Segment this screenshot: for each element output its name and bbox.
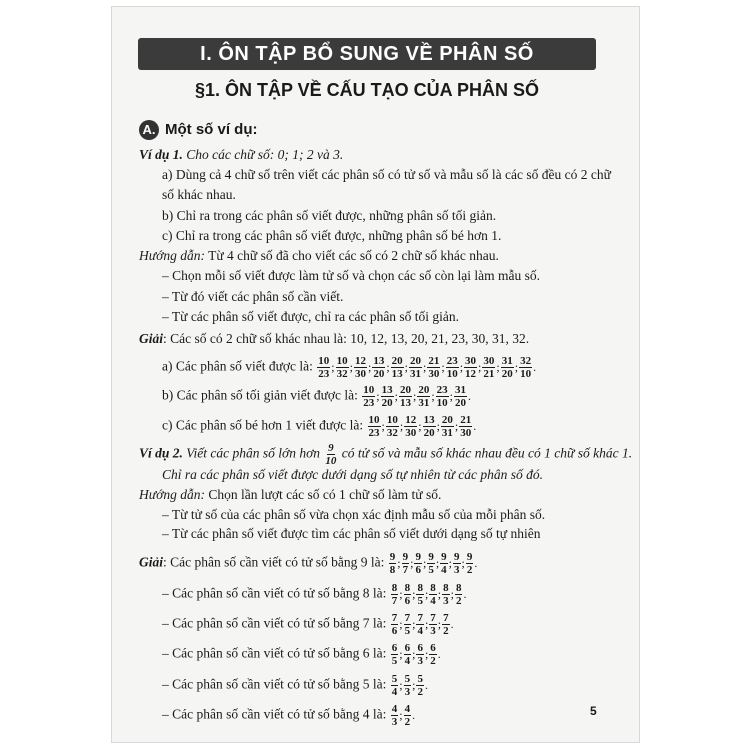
- fraction-numerator: 5: [417, 673, 423, 685]
- fraction: [391, 612, 399, 637]
- fraction-denominator: 23: [368, 427, 380, 439]
- fraction-separator: ;: [386, 360, 390, 374]
- ex2-row: [162, 582, 466, 607]
- fraction-separator: ;: [437, 587, 442, 601]
- fraction-separator: ;: [441, 360, 445, 374]
- fraction-denominator: 4: [391, 686, 398, 698]
- fraction-separator: ;: [331, 360, 335, 374]
- ex1-sol-label: Giải: [139, 331, 164, 346]
- fraction-separator: ;: [437, 617, 442, 631]
- fraction-numerator: 9: [466, 551, 473, 563]
- ex2-line2: Chỉ ra các phân số viết được dưới dạng số tự nhiên từ các phân số đó.: [162, 467, 543, 482]
- fraction-numerator: 21: [428, 355, 440, 367]
- fraction: [417, 384, 430, 409]
- fraction-separator: ;: [435, 556, 440, 570]
- fraction-separator: ;: [349, 360, 353, 374]
- ex2-guide-text: Chọn lần lượt các số có 1 chữ số làm tử số.: [208, 487, 442, 502]
- fraction: [389, 551, 397, 576]
- ex1-guide: [139, 247, 499, 264]
- ex1-a-line2: số khác nhau.: [162, 187, 236, 202]
- ex1-answer-c-text: c) Các phân số bé hơn 1 viết được là:: [162, 417, 364, 433]
- fraction-separator: ;: [410, 556, 414, 570]
- ex1-a-line1: a) Dùng cả 4 chữ số trên viết các phân số có tử số và mẫu số là các số đều có 2 chữ: [162, 167, 611, 182]
- fraction: [429, 582, 437, 607]
- ex1-sol-text: : Các số có 2 chữ số khác nhau là: 10, 12, 13, 20, 21, 23, 30, 31, 32.: [163, 331, 530, 346]
- fraction: [404, 612, 412, 637]
- section-badge: A.: [139, 120, 159, 140]
- fraction-numerator: 9: [454, 551, 460, 563]
- examples-heading: [139, 120, 258, 140]
- fraction-denominator: 10: [446, 368, 458, 380]
- ex2-row: [139, 551, 477, 576]
- ex1-guide-2: – Từ đó viết các phân số cần viết.: [162, 289, 344, 304]
- fraction-separator: ;: [424, 617, 429, 631]
- ex2-line1: [139, 442, 632, 467]
- fraction: [391, 355, 404, 380]
- ex2-frac-num: 9: [328, 442, 334, 454]
- fraction-numerator: 20: [418, 384, 430, 396]
- fraction-denominator: 6: [415, 564, 421, 576]
- fraction: [455, 582, 463, 607]
- fraction-denominator: 23: [318, 368, 330, 380]
- fraction: [404, 642, 412, 667]
- ex1-answer-a-text: a) Các phân số viết được là:: [162, 358, 313, 374]
- fraction-denominator: 21: [483, 368, 495, 380]
- ex2-row-fractions: [390, 642, 441, 667]
- fraction-denominator: 6: [391, 625, 398, 637]
- ex2-guide-1: – Từ tử số của các phân số vừa chọn xác định mẫu số của mỗi phân số.: [162, 507, 546, 522]
- fraction-separator: ;: [367, 360, 372, 374]
- ex2-row: [162, 703, 415, 728]
- fraction-separator: ;: [397, 556, 401, 570]
- fraction: [399, 384, 412, 409]
- fraction: [416, 673, 424, 698]
- fraction-separator: .: [424, 678, 428, 692]
- fraction-separator: ;: [496, 360, 500, 374]
- fraction: [423, 414, 436, 439]
- fraction-denominator: 32: [336, 368, 348, 380]
- fraction-numerator: 6: [404, 642, 411, 654]
- fraction-numerator: 5: [404, 673, 411, 685]
- fraction-denominator: 32: [386, 427, 398, 439]
- ex1-answer-b-fractions: [361, 384, 471, 409]
- fraction-denominator: 30: [428, 368, 440, 380]
- ex1-guide-1: – Chọn mỗi số viết được làm tử số và chọn các số còn lại làm mẫu số.: [162, 268, 540, 283]
- fraction-denominator: 4: [417, 625, 423, 637]
- fraction: [501, 355, 514, 380]
- fraction-separator: .: [468, 389, 472, 403]
- ex1-text: Cho các chữ số: 0; 1; 2 và 3.: [186, 147, 344, 162]
- fraction-separator: ;: [399, 419, 404, 433]
- fraction-separator: ;: [394, 389, 398, 403]
- fraction-separator: .: [533, 360, 537, 374]
- ex2-row-fractions: [390, 673, 428, 698]
- fraction-separator: ;: [418, 419, 422, 433]
- fraction: [454, 384, 467, 409]
- fraction-separator: ;: [461, 556, 465, 570]
- fraction-denominator: 31: [441, 427, 453, 439]
- ex2-label: Ví dụ 2.: [139, 445, 183, 461]
- fraction-denominator: 12: [465, 368, 477, 380]
- fraction-numerator: 31: [501, 355, 513, 367]
- fraction-numerator: 5: [391, 673, 398, 685]
- fraction-numerator: 7: [417, 612, 423, 624]
- fraction-separator: ;: [431, 389, 435, 403]
- fraction-separator: ;: [412, 389, 417, 403]
- ex1-answer-a: [162, 355, 536, 380]
- fraction: [416, 612, 424, 637]
- fraction-denominator: 5: [417, 595, 423, 607]
- fraction: [368, 414, 381, 439]
- fraction-separator: ;: [399, 678, 403, 692]
- fraction-numerator: 7: [430, 612, 436, 624]
- ex2-guide-2: – Từ các phân số viết được tìm các phân số viết dưới dạng số tự nhiên: [162, 526, 541, 541]
- fraction-denominator: 2: [443, 625, 449, 637]
- fraction-separator: ;: [412, 647, 416, 661]
- fraction-denominator: 20: [381, 397, 393, 409]
- fraction-numerator: 10: [318, 355, 330, 367]
- fraction-denominator: 20: [455, 397, 467, 409]
- fraction-numerator: 9: [441, 551, 447, 563]
- fraction-denominator: 2: [430, 655, 436, 667]
- fraction: [442, 612, 450, 637]
- fraction-separator: ;: [399, 647, 403, 661]
- ex1-guide-3: – Từ các phân số viết được, chỉ ra các phân số tối giản.: [162, 309, 460, 324]
- fraction: [317, 355, 330, 380]
- fraction-denominator: 4: [441, 564, 447, 576]
- fraction-denominator: 7: [391, 595, 398, 607]
- fraction-separator: ;: [423, 360, 427, 374]
- fraction-separator: .: [474, 556, 478, 570]
- fraction: [442, 582, 450, 607]
- fraction: [519, 355, 532, 380]
- ex1-guide-text: Từ 4 chữ số đã cho viết các số có 2 chữ số khác nhau.: [208, 248, 499, 263]
- fraction-numerator: 8: [430, 582, 436, 594]
- fraction-numerator: 7: [443, 612, 449, 624]
- fraction-denominator: 2: [404, 716, 411, 728]
- fraction: [414, 551, 422, 576]
- fraction-numerator: 20: [391, 355, 403, 367]
- fraction: [372, 355, 385, 380]
- fraction-numerator: 9: [389, 551, 396, 563]
- fraction-denominator: 3: [417, 655, 423, 667]
- fraction: [459, 414, 472, 439]
- fraction-separator: ;: [514, 360, 519, 374]
- ex2-row-text: – Các phân số cần viết có tử số bằng 8 là:: [162, 585, 387, 601]
- fraction-separator: ;: [450, 587, 454, 601]
- fraction: [441, 414, 454, 439]
- fraction-denominator: 13: [391, 368, 403, 380]
- fraction-denominator: 4: [404, 655, 411, 667]
- ex2-text1: Viết các phân số lớn hơn: [186, 445, 321, 461]
- fraction: [482, 355, 495, 380]
- fraction-denominator: 5: [428, 564, 434, 576]
- fraction: [391, 703, 399, 728]
- fraction-separator: ;: [436, 419, 440, 433]
- fraction-denominator: 4: [430, 595, 436, 607]
- fraction-denominator: 3: [391, 716, 398, 728]
- fraction: [427, 355, 440, 380]
- ex2-fraction: [324, 442, 337, 467]
- ex1-answer-c-fractions: [367, 414, 477, 439]
- fraction-separator: ;: [399, 587, 403, 601]
- section-title: §1. ÔN TẬP VỀ CẤU TẠO CỦA PHÂN SỐ: [194, 80, 540, 100]
- fraction: [404, 582, 412, 607]
- ex1-guide-label: Hướng dẫn:: [139, 248, 205, 263]
- fraction-denominator: 5: [391, 655, 398, 667]
- fraction: [391, 582, 399, 607]
- ex1-answer-b: [162, 384, 471, 409]
- fraction-separator: .: [450, 617, 454, 631]
- fraction-denominator: 13: [399, 397, 411, 409]
- ex1-answer-a-fractions: [316, 355, 536, 380]
- fraction-denominator: 10: [520, 368, 532, 380]
- fraction: [416, 642, 424, 667]
- fraction-denominator: 2: [417, 686, 423, 698]
- fraction-numerator: 10: [368, 414, 380, 426]
- ex2-row-text: – Các phân số cần viết có tử số bằng 7 là:: [162, 615, 387, 631]
- fraction-denominator: 31: [410, 368, 421, 380]
- fraction-separator: .: [463, 587, 467, 601]
- fraction: [404, 703, 412, 728]
- fraction: [354, 355, 367, 380]
- fraction-numerator: 10: [336, 355, 348, 367]
- fraction-separator: ;: [448, 556, 452, 570]
- ex2-row-fractions: [390, 703, 415, 728]
- fraction-numerator: 6: [417, 642, 423, 654]
- fraction-numerator: 13: [423, 414, 435, 426]
- fraction-denominator: 10: [436, 397, 448, 409]
- fraction-denominator: 20: [501, 368, 513, 380]
- ex2-frac-den: 10: [325, 455, 337, 467]
- fraction-separator: ;: [404, 360, 408, 374]
- fraction: [429, 642, 437, 667]
- ex2-row-fractions: [388, 551, 478, 576]
- fraction-denominator: 23: [363, 397, 375, 409]
- fraction-numerator: 30: [465, 355, 477, 367]
- fraction-numerator: 8: [404, 582, 411, 594]
- fraction: [440, 551, 448, 576]
- fraction-denominator: 7: [402, 564, 409, 576]
- fraction-numerator: 20: [441, 414, 453, 426]
- ex1-solution: [139, 330, 529, 347]
- fraction-separator: ;: [454, 419, 459, 433]
- fraction-numerator: 7: [391, 612, 398, 624]
- fraction-numerator: 23: [436, 384, 448, 396]
- fraction-numerator: 7: [404, 612, 411, 624]
- fraction-separator: .: [412, 708, 416, 722]
- ex1-c: c) Chỉ ra trong các phân số viết được, những phân số bé hơn 1.: [162, 228, 502, 243]
- fraction-numerator: 10: [363, 384, 375, 396]
- fraction-denominator: 3: [430, 625, 436, 637]
- ex2-guide: [139, 486, 441, 503]
- ex2-text2: có tử số và mẫu số khác nhau đều có 1 chữ số khác 1.: [341, 445, 633, 461]
- fraction-denominator: 30: [460, 427, 472, 439]
- fraction: [336, 355, 349, 380]
- fraction: [416, 582, 424, 607]
- fraction-denominator: 20: [373, 368, 385, 380]
- fraction-denominator: 3: [454, 564, 460, 576]
- ex1-line: [139, 146, 343, 163]
- fraction-separator: ;: [399, 708, 403, 722]
- ex2-row: [162, 642, 441, 667]
- fraction: [427, 551, 435, 576]
- fraction-denominator: 6: [404, 595, 411, 607]
- fraction-numerator: 8: [455, 582, 462, 594]
- fraction-numerator: 23: [446, 355, 458, 367]
- examples-heading-text: Một số ví dụ:: [165, 120, 258, 138]
- fraction-separator: ;: [412, 617, 416, 631]
- fraction-denominator: 8: [389, 564, 396, 576]
- fraction: [429, 612, 437, 637]
- fraction: [391, 642, 399, 667]
- fraction-separator: ;: [424, 587, 429, 601]
- fraction-denominator: 20: [423, 427, 435, 439]
- fraction-denominator: 2: [455, 595, 462, 607]
- fraction-numerator: 21: [460, 414, 472, 426]
- fraction: [404, 414, 417, 439]
- fraction-numerator: 12: [354, 355, 366, 367]
- fraction-numerator: 12: [405, 414, 417, 426]
- fraction-separator: ;: [376, 389, 380, 403]
- fraction-numerator: 8: [417, 582, 423, 594]
- fraction-denominator: 3: [404, 686, 411, 698]
- fraction: [402, 551, 410, 576]
- fraction-numerator: 30: [483, 355, 495, 367]
- fraction-numerator: 8: [391, 582, 398, 594]
- fraction: [464, 355, 477, 380]
- fraction-separator: ;: [412, 587, 416, 601]
- fraction: [446, 355, 459, 380]
- fraction-numerator: 4: [391, 703, 398, 715]
- fraction-numerator: 32: [520, 355, 532, 367]
- fraction-numerator: 6: [430, 642, 436, 654]
- fraction-separator: ;: [424, 647, 429, 661]
- fraction: [409, 355, 422, 380]
- fraction-separator: ;: [412, 678, 416, 692]
- ex2-row-fractions: [390, 582, 467, 607]
- ex1-answer-b-text: b) Các phân số tối giản viết được là:: [162, 387, 358, 403]
- ex1-label: Ví dụ 1.: [139, 147, 183, 162]
- ex2-row-fractions: [390, 612, 454, 637]
- fraction-denominator: 2: [466, 564, 473, 576]
- ex1-answer-c: [162, 414, 476, 439]
- fraction-separator: ;: [478, 360, 482, 374]
- fraction-numerator: 20: [410, 355, 421, 367]
- fraction-denominator: 30: [405, 427, 417, 439]
- ex2-sol-label: Giải: [139, 554, 164, 570]
- ex2-row: [162, 612, 454, 637]
- fraction-separator: .: [473, 419, 477, 433]
- fraction: [381, 384, 394, 409]
- fraction: [453, 551, 461, 576]
- fraction-numerator: 20: [399, 384, 411, 396]
- chapter-title: I. ÔN TẬP BỔ SUNG VỀ PHÂN SỐ: [138, 38, 596, 70]
- fraction-separator: ;: [399, 617, 403, 631]
- fraction-numerator: 31: [455, 384, 467, 396]
- fraction-numerator: 4: [404, 703, 411, 715]
- ex2-row: [162, 673, 428, 698]
- fraction-numerator: 13: [381, 384, 393, 396]
- fraction: [404, 673, 412, 698]
- fraction: [436, 384, 449, 409]
- fraction: [386, 414, 399, 439]
- fraction-numerator: 13: [373, 355, 385, 367]
- fraction-denominator: 31: [418, 397, 430, 409]
- fraction-numerator: 9: [415, 551, 421, 563]
- ex2-guide-label: Hướng dẫn:: [139, 487, 205, 502]
- fraction-denominator: 3: [443, 595, 449, 607]
- fraction-numerator: 6: [391, 642, 398, 654]
- fraction-separator: ;: [422, 556, 427, 570]
- fraction-denominator: 30: [354, 368, 366, 380]
- fraction: [362, 384, 375, 409]
- fraction-separator: ;: [459, 360, 464, 374]
- fraction-denominator: 5: [404, 625, 411, 637]
- fraction-separator: .: [437, 647, 441, 661]
- ex2-row-text: – Các phân số cần viết có tử số bằng 5 là:: [162, 676, 387, 692]
- ex2-row-text: – Các phân số cần viết có tử số bằng 6 là:: [162, 645, 387, 661]
- fraction-separator: ;: [381, 419, 385, 433]
- page-number: 5: [590, 704, 597, 718]
- fraction-numerator: 10: [386, 414, 398, 426]
- fraction: [391, 673, 399, 698]
- fraction-numerator: 9: [402, 551, 409, 563]
- ex1-b: b) Chỉ ra trong các phân số viết được, những phân số tối giản.: [162, 208, 497, 223]
- fraction-numerator: 8: [443, 582, 449, 594]
- ex2-row-text: : Các phân số cần viết có tử số bằng 9 là:: [163, 554, 385, 570]
- fraction-separator: ;: [449, 389, 454, 403]
- fraction: [466, 551, 474, 576]
- ex2-row-text: – Các phân số cần viết có tử số bằng 4 là:: [162, 706, 387, 722]
- fraction-numerator: 9: [428, 551, 434, 563]
